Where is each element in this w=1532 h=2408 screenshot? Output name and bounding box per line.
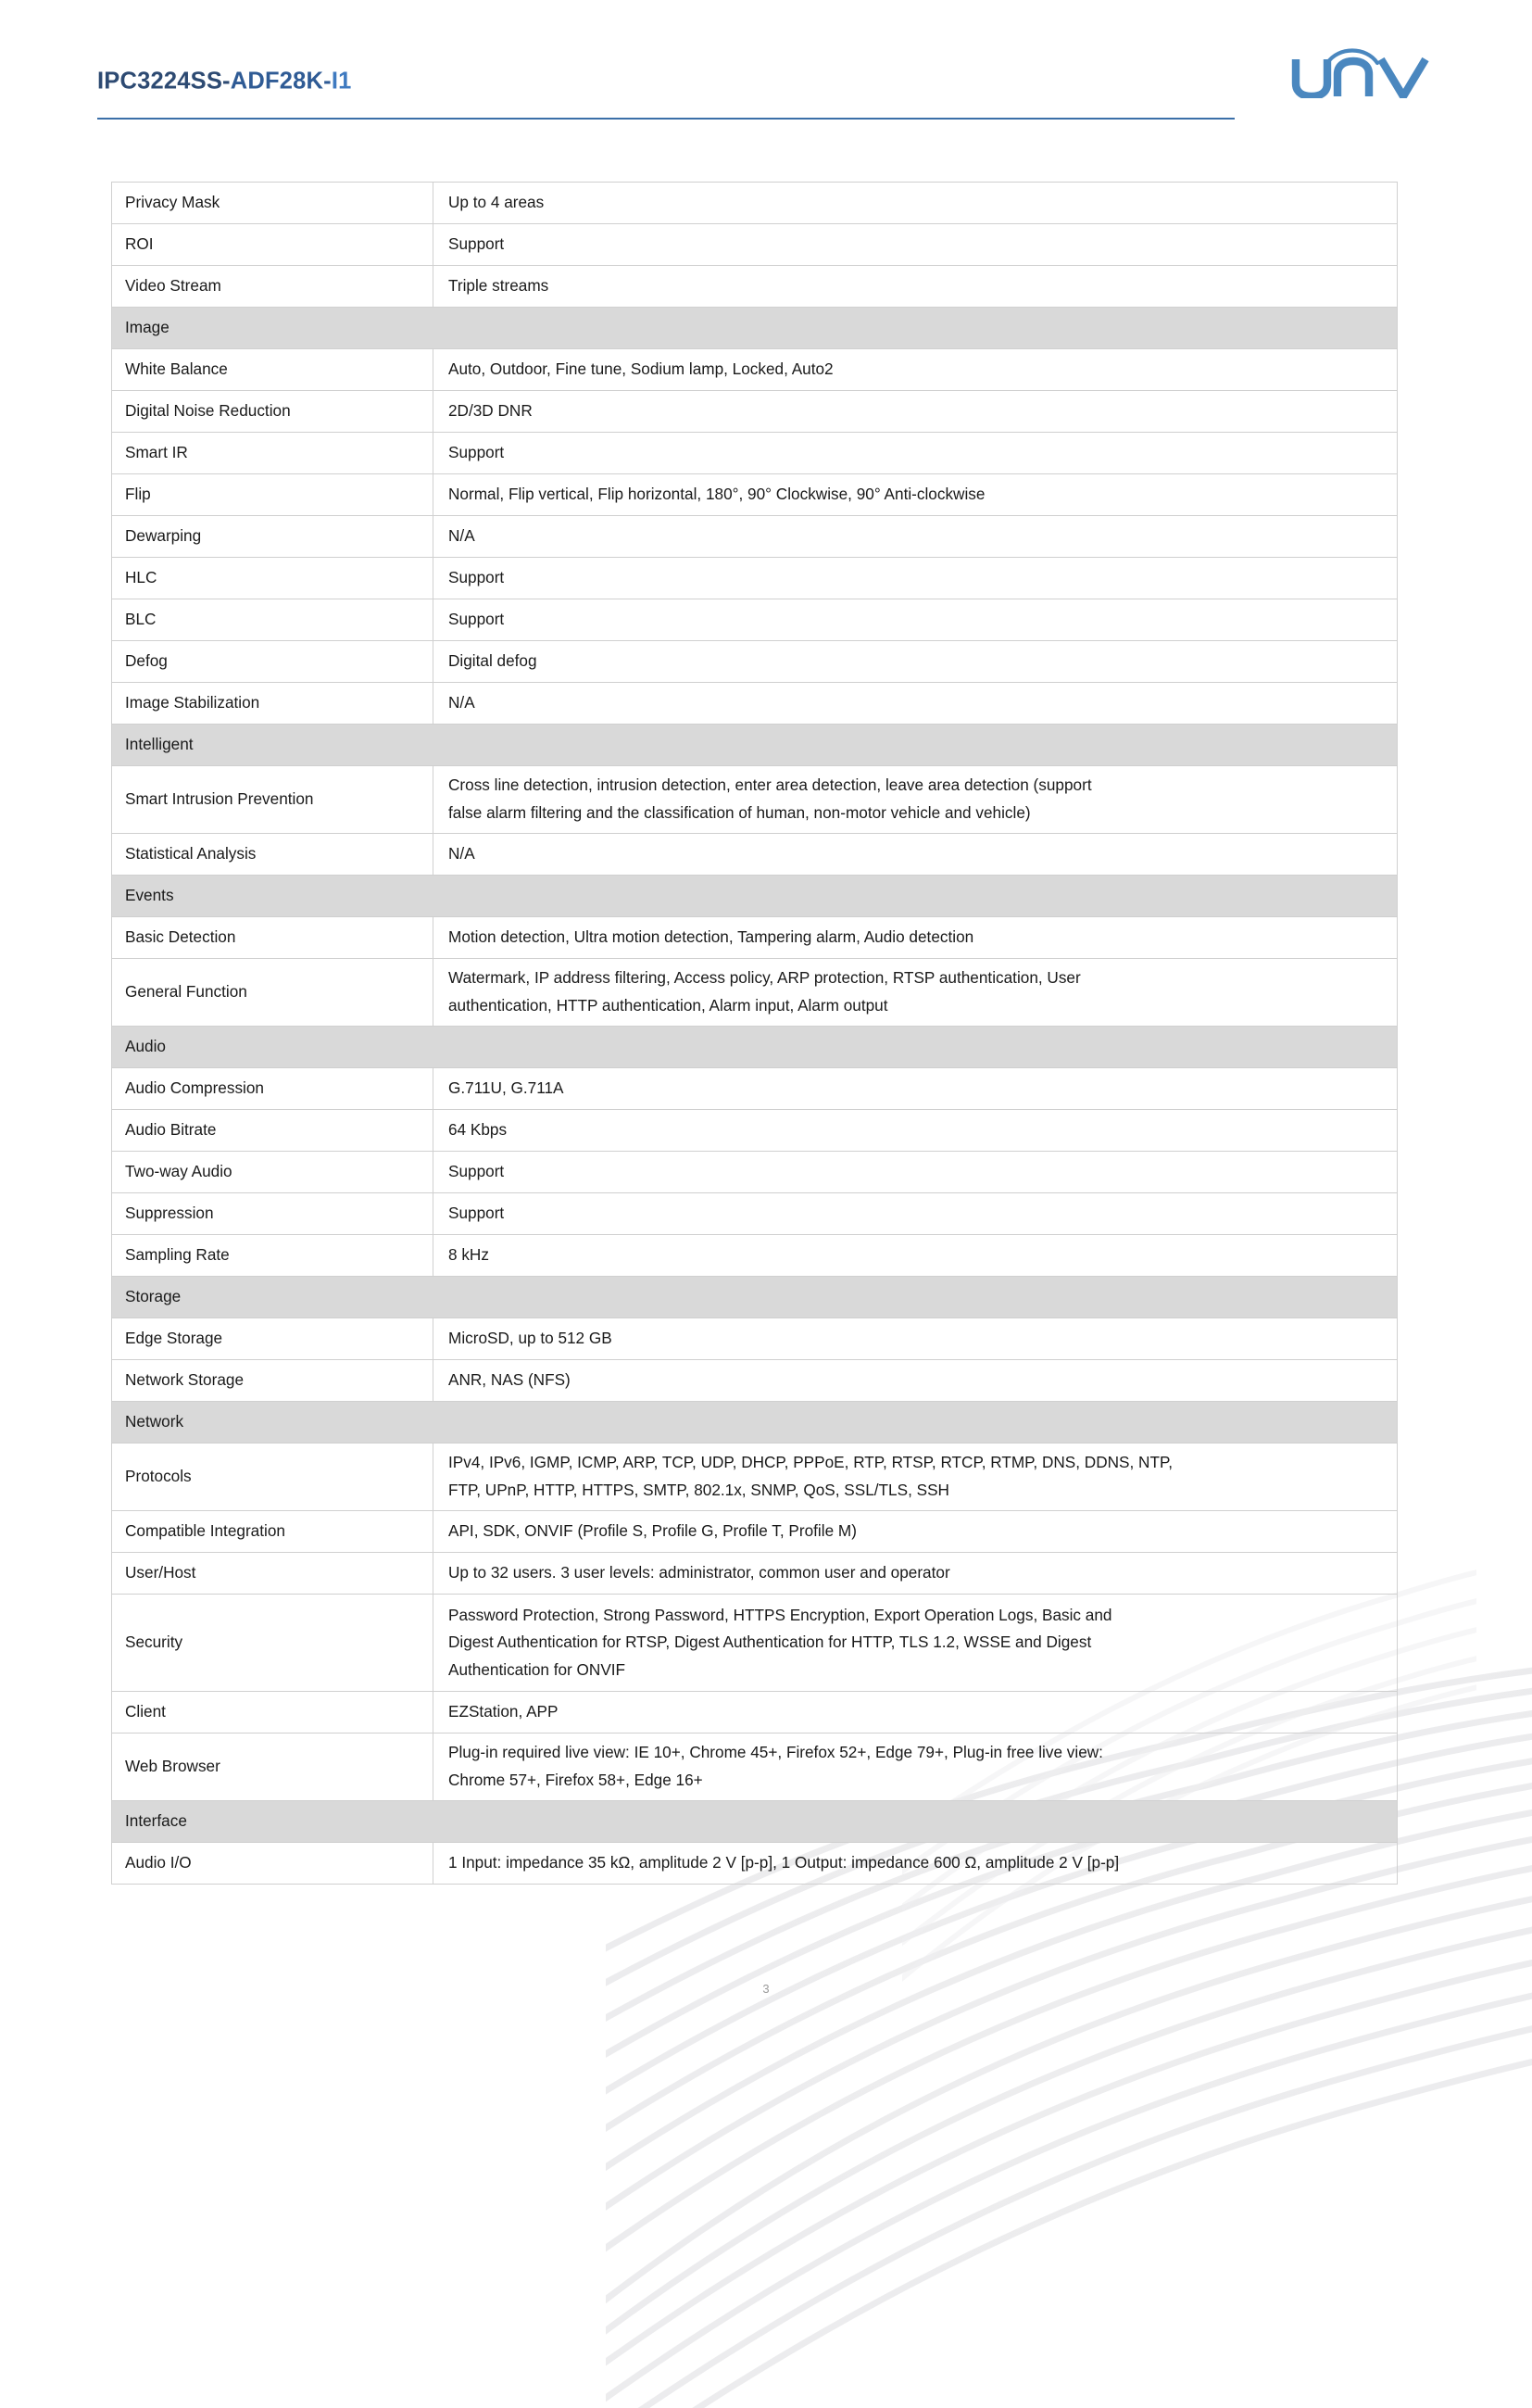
spec-value-line: 2D/3D DNR (448, 401, 533, 421)
spec-label-cell: Audio I/O (112, 1843, 433, 1885)
spec-value-line: Support (448, 443, 505, 462)
spec-value-line: Plug-in required live view: IE 10+, Chrome 45+, Firefox 52+, Edge 79+, Plug-in free live view: (448, 1743, 1103, 1762)
spec-value-cell (433, 1068, 1398, 1110)
spec-value-line: 8 kHz (448, 1245, 489, 1265)
spec-label-cell: Two-way Audio (112, 1152, 433, 1193)
spec-label-cell: Edge Storage (112, 1318, 433, 1360)
spec-value-line: Authentication for ONVIF (448, 1659, 626, 1679)
spec-label-cell: Web Browser (112, 1734, 433, 1801)
spec-value-line: Support (448, 234, 505, 254)
spec-label-cell: Audio Bitrate (112, 1110, 433, 1152)
spec-label-cell: Sampling Rate (112, 1235, 433, 1277)
spec-label-cell: Digital Noise Reduction (112, 391, 433, 433)
page-title-part-2: ADF28K- (230, 68, 332, 95)
spec-value-line: N/A (448, 526, 475, 546)
spec-value-cell (433, 1734, 1398, 1801)
section-header-label: Network (112, 1402, 1398, 1444)
spec-value-cell (433, 474, 1398, 516)
table-row (112, 1318, 1398, 1360)
spec-value-cell (433, 433, 1398, 474)
section-header-label: Storage (112, 1277, 1398, 1318)
spec-value-line: Watermark, IP address filtering, Access policy, ARP protection, RTSP authentication, User (448, 968, 1081, 988)
spec-value-cell (433, 917, 1398, 959)
table-row (112, 1692, 1398, 1734)
section-header-row (112, 1801, 1398, 1843)
table-row (112, 1235, 1398, 1277)
spec-value-cell (433, 766, 1398, 834)
spec-value-cell (433, 349, 1398, 391)
table-row (112, 1843, 1398, 1885)
spec-value-line: 1 Input: impedance 35 kΩ, amplitude 2 V [p-p], 1 Output: impedance 600 Ω, amplitude 2 V [p-p] (448, 1853, 1120, 1872)
spec-value-line: Normal, Flip vertical, Flip horizontal, 180°, 90° Clockwise, 90° Anti-clockwise (448, 485, 986, 504)
table-row (112, 641, 1398, 683)
spec-value-cell (433, 516, 1398, 558)
spec-value-line: Support (448, 1162, 505, 1181)
unv-logo (1290, 35, 1437, 98)
spec-value-cell (433, 1193, 1398, 1235)
spec-label-cell: Smart Intrusion Prevention (112, 766, 433, 834)
spec-value-cell (433, 558, 1398, 599)
spec-value-cell (433, 1595, 1398, 1692)
spec-value-line: 64 Kbps (448, 1120, 508, 1140)
section-header-label: Audio (112, 1027, 1398, 1068)
spec-value-line: Password Protection, Strong Password, HTTPS Encryption, Export Operation Logs, Basic and (448, 1605, 1112, 1624)
spec-value-cell (433, 1152, 1398, 1193)
spec-label-cell: Statistical Analysis (112, 834, 433, 876)
table-row (112, 1360, 1398, 1402)
section-header-label: Intelligent (112, 725, 1398, 766)
spec-label-cell: Protocols (112, 1444, 433, 1511)
table-row (112, 599, 1398, 641)
spec-value-line: N/A (448, 844, 475, 864)
spec-label-cell: HLC (112, 558, 433, 599)
table-row (112, 917, 1398, 959)
spec-value-cell (433, 1553, 1398, 1595)
spec-value-cell (433, 1318, 1398, 1360)
spec-label-cell: Flip (112, 474, 433, 516)
section-header-row (112, 1027, 1398, 1068)
spec-label-cell: User/Host (112, 1553, 433, 1595)
table-row (112, 1734, 1398, 1801)
spec-value-line: Up to 4 areas (448, 193, 545, 212)
table-row (112, 834, 1398, 876)
spec-value-line: API, SDK, ONVIF (Profile S, Profile G, Profile T, Profile M) (448, 1521, 857, 1541)
table-row (112, 683, 1398, 725)
specification-table (111, 182, 1398, 1885)
spec-value-cell (433, 1110, 1398, 1152)
spec-label-cell: Dewarping (112, 516, 433, 558)
table-row (112, 224, 1398, 266)
spec-value-line: Motion detection, Ultra motion detection, Tampering alarm, Audio detection (448, 927, 974, 947)
table-row (112, 558, 1398, 599)
page-number: 3 (762, 1982, 770, 1996)
spec-value-line: FTP, UPnP, HTTP, HTTPS, SMTP, 802.1x, SNMP, QoS, SSL/TLS, SSH (448, 1481, 949, 1499)
table-row (112, 1511, 1398, 1553)
table-row (112, 433, 1398, 474)
spec-value-line: ANR, NAS (NFS) (448, 1370, 571, 1390)
document-header (0, 0, 1532, 130)
spec-label-cell: Smart IR (112, 433, 433, 474)
table-row (112, 516, 1398, 558)
spec-label-cell: Compatible Integration (112, 1511, 433, 1553)
table-row (112, 266, 1398, 308)
spec-value-line: IPv4, IPv6, IGMP, ICMP, ARP, TCP, UDP, DHCP, PPPoE, RTP, RTSP, RTCP, RTMP, DNS, DDNS, NTP, (448, 1453, 1173, 1472)
spec-label-cell: Video Stream (112, 266, 433, 308)
spec-value-cell (433, 391, 1398, 433)
spec-value-line: authentication, HTTP authentication, Alarm input, Alarm output (448, 996, 888, 1015)
table-row (112, 1595, 1398, 1692)
spec-value-line: Support (448, 1204, 505, 1223)
spec-value-line: G.711U, G.711A (448, 1078, 564, 1098)
spec-value-cell (433, 641, 1398, 683)
spec-label-cell: Privacy Mask (112, 183, 433, 224)
spec-label-cell: Audio Compression (112, 1068, 433, 1110)
spec-value-cell (433, 683, 1398, 725)
table-row (112, 183, 1398, 224)
page-title-part-1: IPC3224SS- (97, 68, 231, 95)
section-header-row (112, 1402, 1398, 1444)
page-title-part-3: I1 (331, 68, 352, 95)
section-header-row (112, 876, 1398, 917)
table-row (112, 1110, 1398, 1152)
section-header-row (112, 725, 1398, 766)
spec-value-cell (433, 599, 1398, 641)
table-row (112, 959, 1398, 1027)
table-row (112, 1193, 1398, 1235)
spec-value-cell (433, 1360, 1398, 1402)
spec-value-line: Up to 32 users. 3 user levels: administrator, common user and operator (448, 1563, 950, 1582)
spec-label-cell: ROI (112, 224, 433, 266)
section-header-label: Interface (112, 1801, 1398, 1843)
spec-label-cell: General Function (112, 959, 433, 1027)
spec-label-cell: Client (112, 1692, 433, 1734)
table-row (112, 1553, 1398, 1595)
spec-value-line: N/A (448, 693, 475, 712)
spec-value-line: Digest Authentication for RTSP, Digest Authentication for HTTP, TLS 1.2, WSSE and Digest (448, 1633, 1092, 1652)
spec-value-cell (433, 183, 1398, 224)
spec-label-cell: Network Storage (112, 1360, 433, 1402)
spec-label-cell: Basic Detection (112, 917, 433, 959)
table-row (112, 1068, 1398, 1110)
spec-value-cell (433, 266, 1398, 308)
spec-value-cell (433, 1692, 1398, 1734)
spec-value-cell (433, 834, 1398, 876)
spec-value-line: Auto, Outdoor, Fine tune, Sodium lamp, Locked, Auto2 (448, 359, 834, 379)
spec-value-cell (433, 1843, 1398, 1885)
spec-value-line: EZStation, APP (448, 1702, 559, 1721)
table-row (112, 1444, 1398, 1511)
spec-label-cell: Suppression (112, 1193, 433, 1235)
spec-label-cell: Defog (112, 641, 433, 683)
spec-value-line: Support (448, 610, 505, 629)
header-divider-rule (97, 118, 1235, 120)
spec-value-cell (433, 224, 1398, 266)
spec-value-line: false alarm filtering and the classification of human, non-motor vehicle and vehicle) (448, 803, 1031, 822)
section-header-row (112, 308, 1398, 349)
spec-value-line: Digital defog (448, 651, 537, 671)
spec-value-line: Chrome 57+, Firefox 58+, Edge 16+ (448, 1771, 703, 1789)
spec-value-cell (433, 1511, 1398, 1553)
table-row (112, 766, 1398, 834)
spec-value-cell (433, 959, 1398, 1027)
table-row (112, 1152, 1398, 1193)
section-header-label: Events (112, 876, 1398, 917)
spec-label-cell: Image Stabilization (112, 683, 433, 725)
section-header-row (112, 1277, 1398, 1318)
spec-value-line: Cross line detection, intrusion detection, enter area detection, leave area detection (support (448, 775, 1092, 795)
table-row (112, 474, 1398, 516)
table-row (112, 391, 1398, 433)
spec-value-line: Triple streams (448, 276, 549, 296)
spec-value-line: MicroSD, up to 512 GB (448, 1329, 612, 1348)
spec-label-cell: White Balance (112, 349, 433, 391)
spec-value-cell (433, 1444, 1398, 1511)
spec-label-cell: BLC (112, 599, 433, 641)
page-title (97, 69, 352, 95)
spec-value-cell (433, 1235, 1398, 1277)
spec-label-cell: Security (112, 1595, 433, 1692)
section-header-label: Image (112, 308, 1398, 349)
table-row (112, 349, 1398, 391)
spec-value-line: Support (448, 568, 505, 587)
